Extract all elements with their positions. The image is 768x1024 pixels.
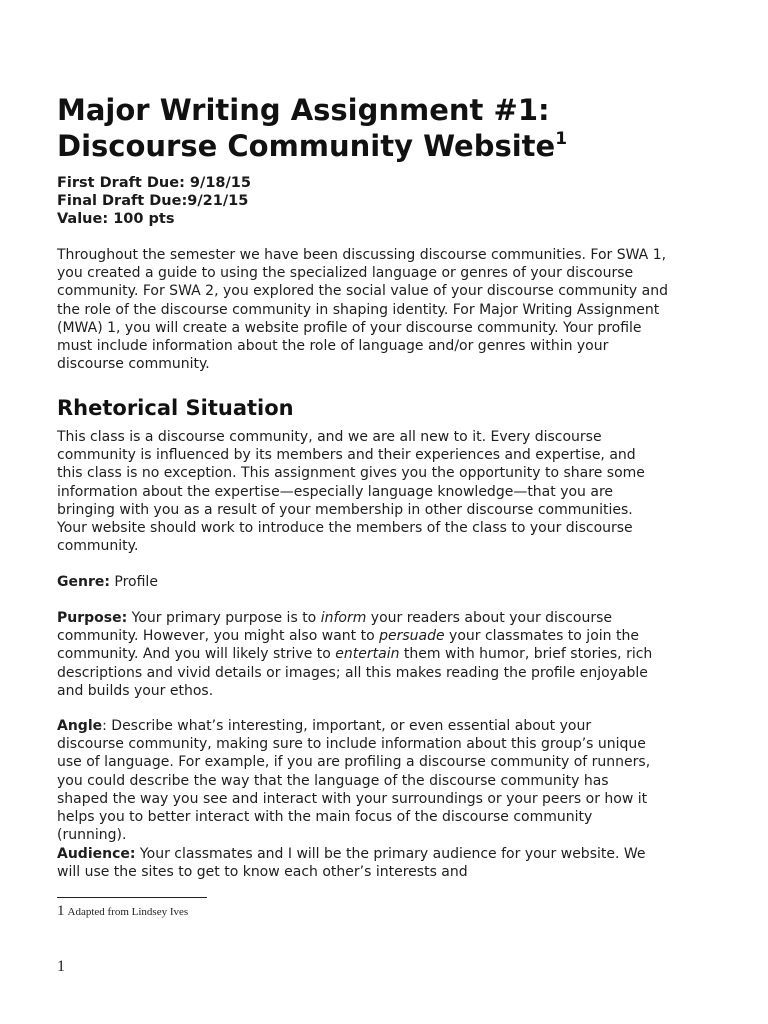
assignment-meta	[57, 174, 251, 228]
footnote-text: Adapted from Lindsey Ives	[67, 906, 189, 918]
audience-text: Your classmates and I will be the primary audience for your website. We will use the sites to get to know each other’s interests and	[57, 846, 646, 881]
angle-text: : Describe what’s interesting, important, or even essential about your discourse community, making sure to include information about this group’s unique use of language. For example, if you are profiling a discourse community of runners, you could describe the way that the language of the discourse community has shaped the way you see and interact with your surroundings or your peers or how it helps you to better interact with the main focus of the discourse community (running).	[57, 718, 651, 844]
genre-text: Profile	[109, 574, 158, 590]
purpose-text-2: your readers about your discourse community. However, you might also want to	[57, 610, 613, 645]
footnote-number: 1	[57, 903, 65, 919]
audience-paragraph	[57, 845, 662, 881]
audience-label: Audience:	[57, 846, 136, 862]
title-footnote-marker: 1	[555, 129, 568, 149]
purpose-label: Purpose:	[57, 610, 128, 626]
purpose-emphasis-entertain: entertain	[335, 646, 400, 663]
angle-label: Angle	[57, 718, 103, 734]
purpose-text-1: Your primary purpose is to	[127, 610, 321, 626]
section-heading-rhetorical-situation: Rhetorical Situation	[57, 396, 294, 420]
title-line-1: Major Writing Assignment #1:	[57, 93, 550, 127]
purpose-text-3: your classmates to join the community. And you will likely strive to	[57, 628, 639, 663]
document-title	[57, 92, 757, 164]
genre-label: Genre:	[57, 574, 110, 590]
purpose-paragraph	[57, 609, 662, 700]
angle-paragraph	[57, 717, 662, 844]
page-number: 1	[57, 958, 65, 975]
purpose-emphasis-inform: inform	[320, 610, 367, 626]
rhetorical-paragraph: This class is a discourse community, and we are all new to it. Every discourse community is influenced by its members and their experiences and expertise, and this class is no exception. This assignment gives you the opportunity to share some information about the expertise—especially language knowledge—that you are bringing with you as a result of your membership in other discourse communities. Your website should work to introduce the members of the class to your discourse community.	[57, 429, 645, 555]
intro-paragraph: Throughout the semester we have been discussing discourse communities. For SWA 1, you created a guide to using the specialized language or genres of your discourse community. For SWA 2, you explored the social value of your discourse community and the role of the discourse community in shaping identity. For Major Writing Assignment (MWA) 1, you will create a website profile of your discourse community. Your profile must include information about the role of language and/or genres within your discourse community.	[57, 247, 668, 373]
genre-paragraph	[57, 573, 662, 591]
footnote-divider	[57, 897, 207, 898]
footnote	[57, 903, 188, 920]
purpose-text-4: them with humor, brief stories, rich descriptions and vivid details or images; all this makes reading the profile enjoyable and builds your ethos.	[57, 646, 653, 699]
first-draft-due: First Draft Due: 9/18/15	[57, 175, 251, 191]
final-draft-due: Final Draft Due:9/21/15	[57, 193, 249, 209]
assignment-value: Value: 100 pts	[57, 211, 175, 227]
purpose-emphasis-persuade: persuade	[379, 628, 445, 645]
title-line-2: Discourse Community Website	[57, 129, 556, 163]
